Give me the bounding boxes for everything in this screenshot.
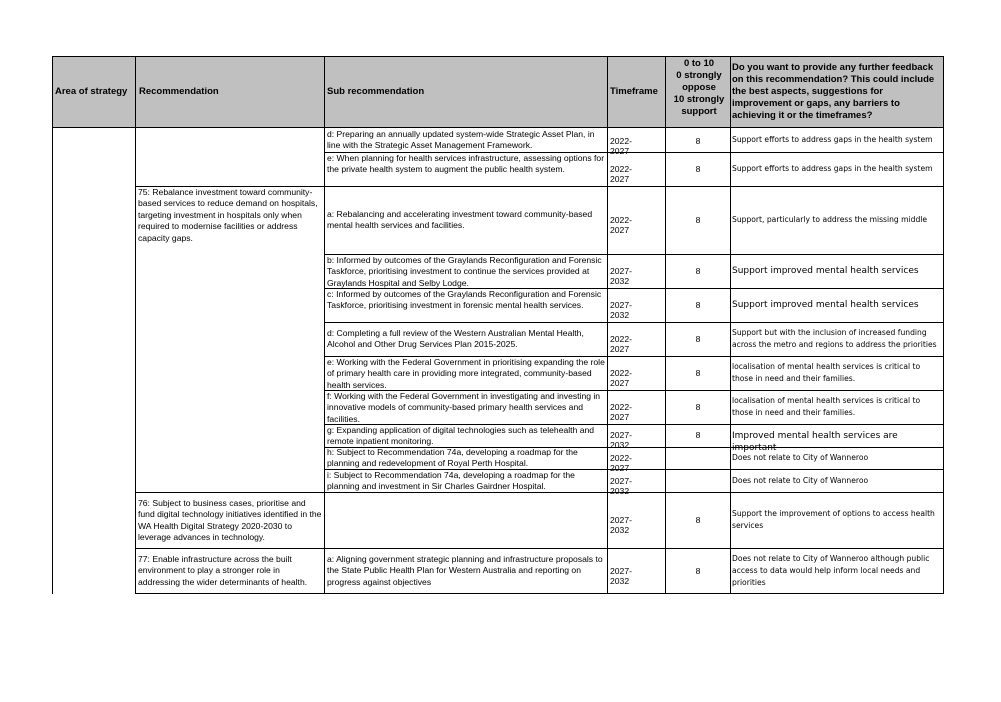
header-bottom-rule [52, 127, 944, 128]
timeframe: 2022-2027 [610, 164, 632, 184]
timeframe: 2022-2027 [610, 136, 632, 156]
recommendation-77: 77: Enable infrastructure across the built environment to play a stronger role in addressing the wider determinants of health. [138, 554, 308, 587]
score: 8 [695, 368, 701, 378]
col-divider-left [52, 56, 53, 594]
sub-recommendation: g: Expanding application of digital technologies such as telehealth and remote inpatient monitoring. [327, 425, 595, 447]
score: 8 [695, 164, 701, 174]
recommendation-76: 76: Subject to business cases, prioritise and fund digital technology initiatives identified in the WA Health Digital Strategy 2020-2030 to leverage advances in technology. [138, 498, 322, 543]
timeframe: 2027-2032 [610, 430, 632, 450]
sub-recommendation: d: Completing a full review of the Western Australian Mental Health, Alcohol and Other Drug Services Plan 2015-2025. [327, 328, 584, 350]
row-rule [135, 593, 944, 594]
timeframe: 2027-2032 [610, 266, 632, 286]
timeframe: 2022-2027 [610, 368, 632, 388]
sub-recommendation: e: Working with the Federal Government in prioritising expanding the role of primary health care in providing more integrated, community-based health services. [327, 357, 605, 390]
recommendation-75: 75: Rebalance investment toward community-based services to reduce demand on hospitals, targeting investment in hospitals only when required to modernise facilities or address capacity gaps. [138, 187, 318, 243]
feedback: Support but with the inclusion of increased funding across the metro and regions to address the priorities [732, 328, 937, 349]
score: 8 [695, 430, 701, 440]
score: 8 [695, 334, 701, 344]
timeframe: 2022-2027 [610, 402, 632, 422]
col-divider-sub [607, 56, 608, 594]
header-sub-recommendation: Sub recommendation [327, 86, 425, 97]
score: 8 [695, 215, 701, 225]
feedback: Does not relate to City of Wanneroo although public access to data would help inform local needs and priorities [732, 554, 930, 587]
feedback: Improved mental health services are important [732, 431, 898, 453]
feedback: Support efforts to address gaps in the health system [732, 164, 933, 173]
score: 8 [695, 136, 701, 146]
feedback: Support improved mental health services [732, 300, 919, 310]
sub-recommendation: b: Informed by outcomes of the Graylands Reconfiguration and Forensic Taskforce, prioritising investment to continue the services provided at Graylands Hospital and Selby Lodge. [327, 255, 602, 288]
row-rule [135, 548, 944, 549]
timeframe: 2027-2032 [610, 300, 632, 320]
timeframe: 2022-2027 [610, 334, 632, 354]
score: 8 [695, 266, 701, 276]
feedback: Does not relate to City of Wanneroo [732, 453, 869, 462]
feedback: localisation of mental health services is critical to those in need and their families. [732, 362, 921, 383]
header-recommendation: Recommendation [139, 86, 219, 97]
score: 8 [695, 402, 701, 412]
sub-recommendation: a: Rebalancing and accelerating investment toward community-based mental health services and facilities. [327, 209, 593, 231]
sub-recommendation: i: Subject to Recommendation 74a, developing a roadmap for the planning and investment in Sir Charles Gairdner Hospital. [327, 470, 575, 492]
feedback: localisation of mental health services is critical to those in need and their families. [732, 396, 921, 417]
score: 8 [695, 515, 701, 525]
timeframe: 2022-2027 [610, 453, 632, 473]
sub-recommendation: h: Subject to Recommendation 74a, developing a roadmap for the planning and redevelopment of Royal Perth Hospital. [327, 447, 578, 469]
feedback: Support improved mental health services [732, 266, 919, 276]
sub-recommendation: d: Preparing an annually updated system-wide Strategic Asset Plan, in line with the Strategic Asset Management Framework. [327, 129, 595, 151]
sub-recommendation: e: When planning for health services infrastructure, assessing options for the private health system to augment the public health system. [327, 153, 605, 175]
sub-recommendation: a: Aligning government strategic planning and infrastructure proposals to the State Public Health Plan for Western Australia and reporting on progress against objectives [327, 554, 603, 587]
feedback: Support, particularly to address the missing middle [732, 215, 928, 224]
feedback: Does not relate to City of Wanneroo [732, 476, 869, 485]
sub-recommendation: f: Working with the Federal Government in investigating and investing in innovative models of community-based primary health services and facilities. [327, 391, 601, 424]
score: 8 [695, 300, 701, 310]
feedback: Support the improvement of options to access health services [732, 509, 935, 530]
feedback: Support efforts to address gaps in the health system [732, 135, 933, 144]
col-divider-recommendation [324, 56, 325, 594]
header-area: Area of strategy [55, 86, 128, 97]
header-top-rule [52, 56, 944, 57]
col-divider-area [135, 56, 136, 594]
timeframe: 2027-2032 [610, 515, 632, 535]
sub-recommendation: c: Informed by outcomes of the Graylands Reconfiguration and Forensic Taskforce, prioritising investment in forensic mental health services. [327, 289, 602, 311]
timeframe: 2022-2027 [610, 215, 632, 235]
header-timeframe: Timeframe [610, 86, 658, 97]
row-rule [324, 322, 944, 323]
header-score: 0 to 10 0 strongly oppose 10 strongly support [673, 58, 725, 117]
timeframe: 2027-2032 [610, 566, 632, 586]
timeframe: 2027-2032 [610, 476, 632, 496]
header-feedback: Do you want to provide any further feedback on this recommendation? This could include the best aspects, suggestions for improvement or gaps, any barriers to achieving it or the timeframes? [732, 62, 935, 121]
col-divider-score [730, 56, 731, 594]
score: 8 [695, 566, 701, 576]
col-divider-right [943, 56, 944, 594]
